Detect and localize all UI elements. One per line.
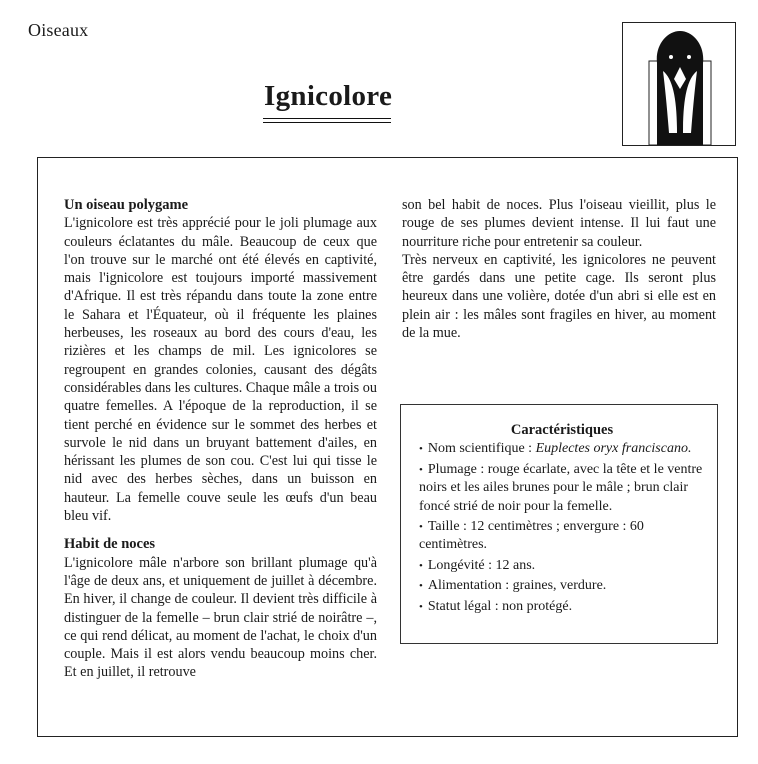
section-heading-noces: Habit de noces xyxy=(64,536,156,553)
longevite-text: Longévité : 12 ans. xyxy=(427,557,536,573)
right-column xyxy=(402,196,716,342)
bullet-icon: • xyxy=(419,580,423,593)
paragraph-noces: L'ignicolore mâle n'arbore son brillant plumage qu'à l'âge de deux ans, et uniquement de juillet à décembre. En hiver, il change de couleur. Il devient très difficile à distinguer de la femelle – brun clair strié de noirâtre –, ce qui rend délicat, au moment de l'achat, le choix d'un couple. Mais il est alors vendu beaucoup moins cher. Et en juillet, il retrouve xyxy=(64,554,377,681)
characteristic-item xyxy=(419,557,705,575)
left-column xyxy=(64,196,377,682)
characteristics-heading: Caractéristiques xyxy=(510,422,614,438)
paragraph-captivite: Très nerveux en captivité, les ignicolores ne peuvent être gardés dans une petite cage. Ils seront plus heureux dans une volière, dotée d'un abri si elle est en plein air : les mâles sont fragiles en hiver, au moment de la mue. xyxy=(402,251,716,342)
characteristic-item xyxy=(419,598,705,616)
characteristic-item xyxy=(419,577,705,595)
scientific-name-value: Euplectes oryx franciscano. xyxy=(535,441,692,457)
characteristic-item xyxy=(419,518,705,555)
title-underline-thin xyxy=(263,122,391,123)
plumage-text: Plumage : rouge écarlate, avec la tête et le ventre noirs et les ailes brunes pour le mâle ; brun clair foncé strié de noir pour la femelle. xyxy=(419,461,703,514)
bullet-icon: • xyxy=(419,521,423,534)
statut-text: Statut légal : non protégé. xyxy=(427,598,573,614)
bullet-icon: • xyxy=(419,463,423,476)
alimentation-text: Alimentation : graines, verdure. xyxy=(427,578,607,594)
section-heading-polygame: Un oiseau polygame xyxy=(64,197,189,213)
paragraph-polygame: L'ignicolore est très apprécié pour le joli plumage aux couleurs éclatantes du mâle. Beaucoup de ceux que l'on trouve sur le marché ont été élevés en captivité, mais l'ignicolore est toujours importé massivement d'Afrique. Il est très répandu dans toute la zone entre le Sahara et l'Équateur, où il fréquente les plaines herbeuses, les roseaux au bord des cours d'eau, les rizières et les champs de mil. Les ignicolores se regroupent en grandes colonies, causant des dégâts considérables dans les cultures. Chaque mâle a trois ou quatre femelles. A l'époque de la reproduction, il se tient perché en évidence sur le sommet des herbes et survole le nid dans un bruyant battement d'ailes, en hérissant les plumes de son cou. C'est lui qui tisse le nid avec des herbes sèches, dans un buisson en hauteur. La femelle couve seule les œufs d'un beau bleu vif. xyxy=(64,215,377,525)
bullet-icon: • xyxy=(419,600,423,613)
title-underline-thick xyxy=(263,118,391,119)
paragraph-noces-continued: son bel habit de noces. Plus l'oiseau vieillit, plus le rouge de ses plumes devient intense. Il lui faut une nourriture riche pour entretenir sa couleur. xyxy=(402,197,716,250)
bullet-icon: • xyxy=(419,559,423,572)
characteristics-box xyxy=(400,404,718,644)
emblem xyxy=(622,22,736,146)
section-label: Oiseaux xyxy=(28,20,89,40)
characteristic-item xyxy=(419,440,705,458)
scientific-name-label: Nom scientifique : xyxy=(427,441,536,457)
bird-silhouette-icon xyxy=(623,23,737,147)
bullet-icon: • xyxy=(419,443,423,456)
page-title: Ignicolore xyxy=(264,80,393,112)
characteristic-item xyxy=(419,461,705,516)
taille-text: Taille : 12 centimètres ; envergure : 60 centimètres. xyxy=(419,519,644,553)
